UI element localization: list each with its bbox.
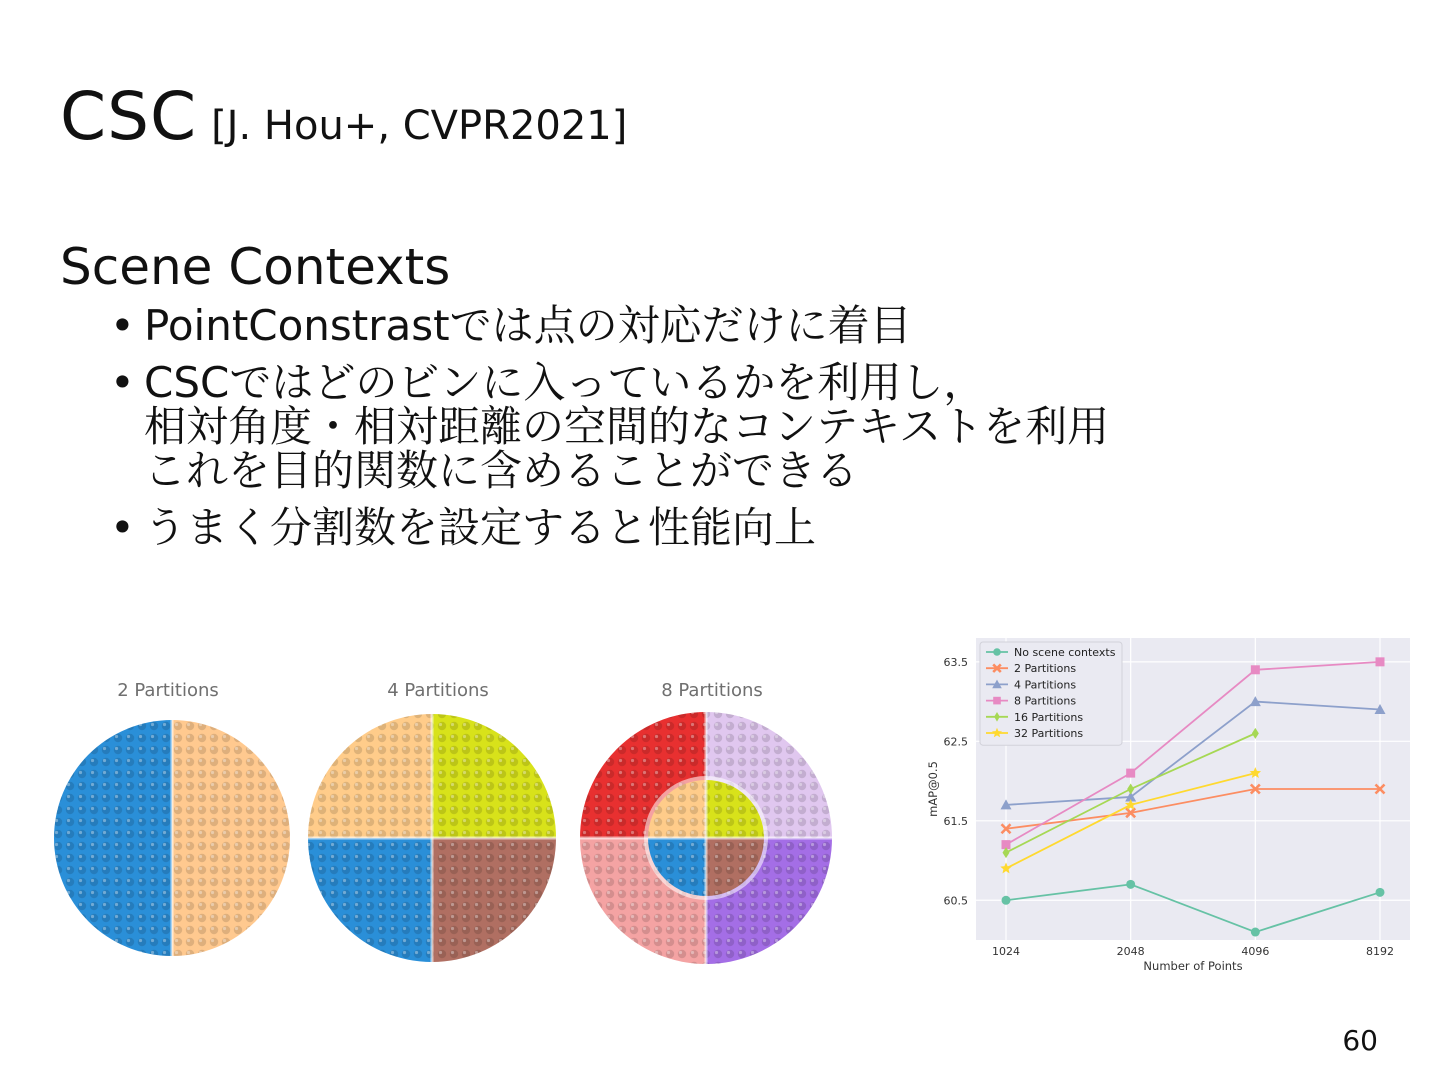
legend-label: 8 Partitions [1014,694,1077,708]
bullet-line: 相対角度・相対距離の空間的なコンテキストを利用 [144,402,1110,451]
panel-label: 2 Partitions [117,680,219,701]
x-axis-label: Number of Points [1143,959,1243,973]
partition-figure [40,660,860,990]
data-point [1126,769,1135,778]
data-point [993,648,1001,656]
bullet-line: • CSCではどのビンに入っているかを利用し， [144,358,986,407]
data-point [1126,880,1135,889]
y-tick-label: 63.5 [943,655,968,669]
line-chart [924,636,1414,981]
sphere-2-partitions [50,715,300,965]
legend-label: 4 Partitions [1014,678,1077,692]
bullet-item [110,503,1310,552]
bullet-line: • うまく分割数を設定すると性能向上 [144,503,817,552]
x-tick-label: 1024 [992,945,1020,958]
page-number: 60 [1342,1024,1378,1057]
data-point [1376,657,1385,666]
section-heading: Scene Contexts [60,238,451,296]
y-tick-label: 61.5 [943,814,968,828]
legend-label: 16 Partitions [1014,710,1084,724]
bullet-list [110,301,1310,563]
bullet-line: • PointConstrastでは点の対応だけに着目 [144,301,912,350]
bullet-line: これを目的関数に含めることができる [144,446,859,495]
x-tick-label: 2048 [1116,945,1145,958]
legend-label: 32 Partitions [1014,727,1084,740]
x-tick-label: 8192 [1366,945,1394,958]
data-point [1251,665,1260,674]
data-point [1251,928,1260,937]
data-point [993,697,1001,705]
y-tick-label: 62.5 [943,735,968,749]
data-point [1002,896,1011,905]
y-tick-label: 60.5 [943,894,968,908]
panel-label: 8 Partitions [661,680,763,701]
y-axis-label: mAP@0.5 [926,761,940,817]
bullet-item [110,358,1310,495]
panel-label: 4 Partitions [387,680,489,701]
slide-title [60,78,627,155]
title-main: CSC [60,78,198,155]
x-tick-label: 4096 [1241,945,1270,958]
legend-label: 2 Partitions [1014,662,1077,676]
sphere-4-partitions [305,710,559,966]
legend-label: No scene contexts [1014,646,1116,659]
title-citation: [J. Hou+, CVPR2021] [211,103,628,149]
data-point [1376,888,1385,897]
sphere-8-partitions [578,710,834,966]
bullet-item [110,301,1310,350]
